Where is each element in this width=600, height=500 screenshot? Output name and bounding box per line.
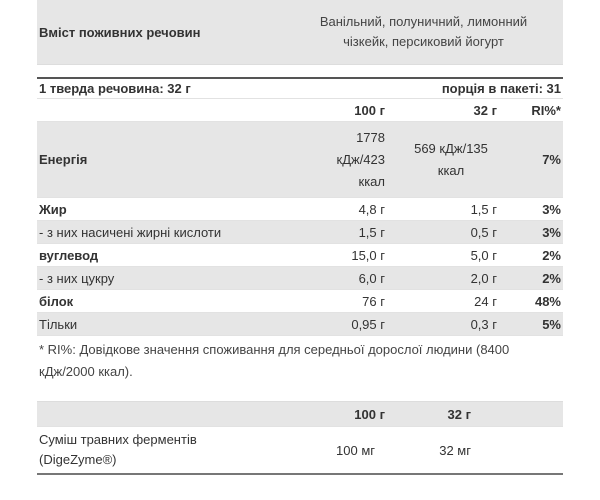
serving-solid: 1 тверда речовина: 32 г [39,81,191,96]
column-per100: 100 г [354,102,385,118]
enzyme-per100: 100 мг [336,442,375,458]
row-per100: 0,95 г [351,316,385,332]
row-per32: 1,5 г [470,201,497,217]
energy-per32 [389,138,501,182]
row-label: вуглевод [39,247,99,263]
row-ri: 48% [534,293,561,309]
row-per100: 4,8 г [358,201,385,217]
row-per100: 1,5 г [358,224,385,240]
energy-per32-line1: 569 кДж/135 [414,140,488,156]
energy-ri: 7% [542,152,561,167]
table-row [37,267,563,290]
row-ri: 3% [542,201,561,217]
enzyme-column-per32: 32 г [447,406,471,422]
energy-per100-line1: 1778 [356,130,385,145]
table-row [37,221,563,244]
footnote: * RI%: Довідкове значення споживання для середньої дорослої людини (8400 кДж/2000 ккал). [39,342,510,379]
row-ri: 2% [542,247,561,263]
row-ri: 3% [542,224,561,240]
enzyme-per32: 32 мг [439,442,471,458]
row-per100: 6,0 г [358,270,385,286]
enzyme-label [37,430,277,470]
column-per32: 32 г [473,102,497,118]
flavors-line-2: чізкейк, персиковий йогурт [343,34,504,49]
energy-label: Енергія [39,152,88,167]
serving-per-pack: порція в пакеті: 31 [441,81,561,96]
energy-row [37,122,563,198]
table-header [37,0,563,65]
energy-per100-line3: ккал [358,174,385,189]
table-row [37,244,563,267]
energy-per32-line2: ккал [437,162,465,178]
enzyme-row [37,427,563,475]
row-per32: 0,3 г [470,316,497,332]
row-ri: 2% [542,270,561,286]
column-header-row [37,99,563,122]
enzyme-label-line2: (DigeZyme®) [39,452,117,467]
row-label: - з них цукру [39,270,115,286]
energy-per100-line2: кДж/423 [336,152,385,167]
row-per32: 2,0 г [470,270,497,286]
enzyme-column-per100: 100 г [354,406,385,422]
row-per32: 24 г [474,293,497,309]
row-label: білок [39,293,74,309]
energy-per100 [277,126,389,193]
nutrition-table [37,0,563,475]
row-label: Жир [39,201,67,217]
row-per32: 5,0 г [470,247,497,263]
enzyme-label-line1: Суміш травних ферментів [39,432,197,447]
enzyme-header-row [37,402,563,427]
spacer [37,65,563,77]
row-per32: 0,5 г [470,224,497,240]
row-label: Тільки [39,316,78,332]
table-row [37,313,563,336]
table-row [37,198,563,221]
header-title: Вміст поживних речовин [39,24,201,40]
flavors-line-1: Ванільний, полуничний, лимонний [319,14,528,29]
serving-row [37,77,563,99]
row-per100: 76 г [362,293,385,309]
row-per100: 15,0 г [351,247,385,263]
column-ri: RI%* [531,102,561,118]
row-ri: 5% [542,316,561,332]
table-row [37,290,563,313]
header-flavors [284,12,563,52]
spacer [37,387,563,402]
row-label: - з них насичені жирні кислоти [39,224,222,240]
